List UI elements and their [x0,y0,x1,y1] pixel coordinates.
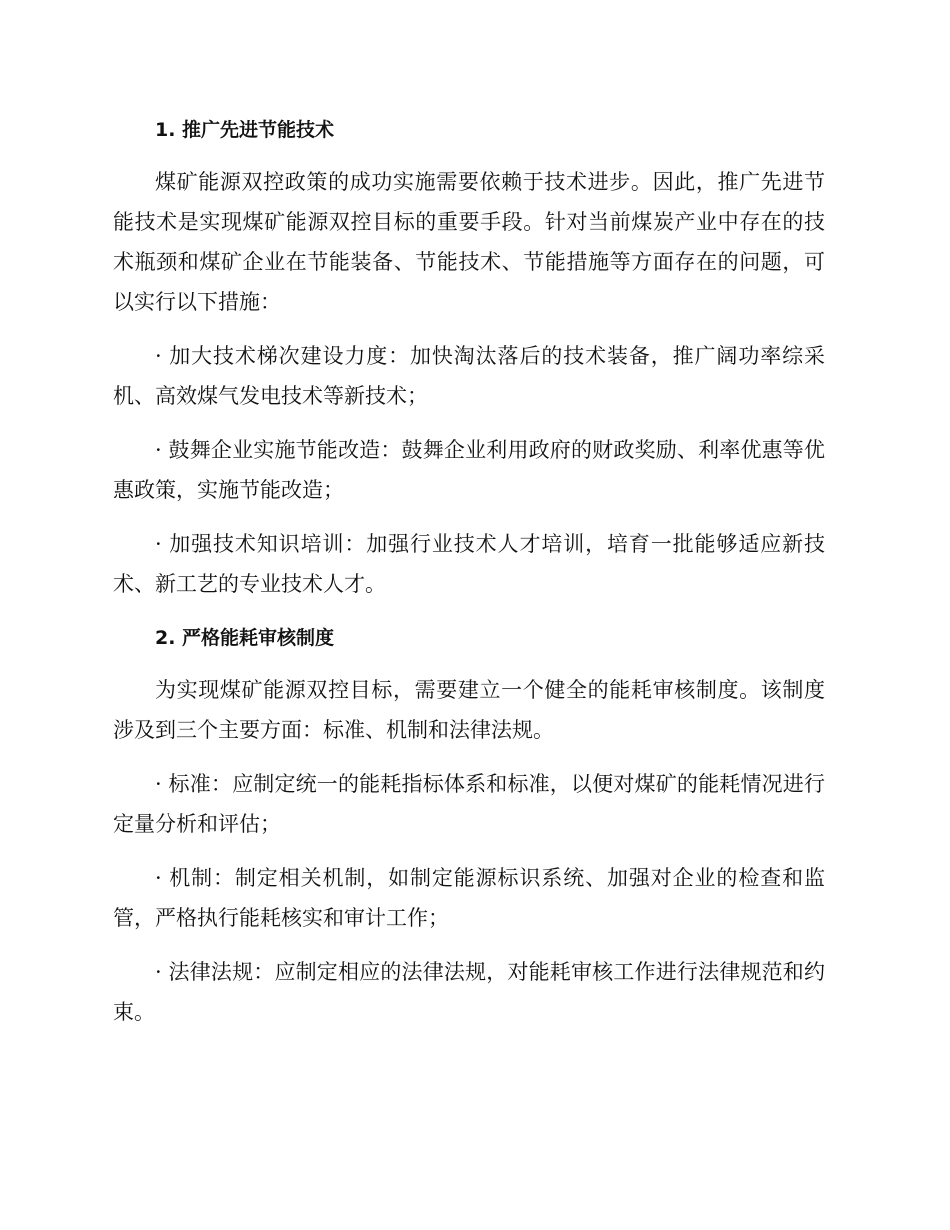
section-1-item-3: · 加强技术知识培训：加强行业技术人才培训，培育一批能够适应新技术、新工艺的专业技术人才。 [113,532,825,596]
section-1-item-2: · 鼓舞企业实施节能改造：鼓舞企业利用政府的财政奖励、利率优惠等优惠政策，实施节能改造； [113,438,825,502]
section-heading-2: 2. 严格能耗审核制度 [155,627,335,649]
section-2-item-3: · 法律法规：应制定相应的法律法规，对能耗审核工作进行法律规范和约束。 [113,960,825,1024]
section-1-intro: 煤矿能源双控政策的成功实施需要依赖于技术进步。因此，推广先进节能技术是实现煤矿能源双控目标的重要手段。针对当前煤炭产业中存在的技术瓶颈和煤矿企业在节能装备、节能技术、节能措施等方面存在的问题，可以实行以下措施： [113,170,825,314]
section-2-item-2: · 机制：制定相关机制，如制定能源标识系统、加强对企业的检查和监管，严格执行能耗核实和审计工作； [113,866,825,930]
section-2-item-1: · 标准：应制定统一的能耗指标体系和标准，以便对煤矿的能耗情况进行定量分析和评估； [113,772,825,836]
document-body [113,110,825,1046]
section-2-intro: 为实现煤矿能源双控目标，需要建立一个健全的能耗审核制度。该制度涉及到三个主要方面：标准、机制和法律法规。 [113,678,825,742]
section-heading-1: 1. 推广先进节能技术 [155,119,335,141]
section-1-item-1: · 加大技术梯次建设力度：加快淘汰落后的技术装备，推广阔功率综采机、高效煤气发电技术等新技术； [113,344,825,408]
